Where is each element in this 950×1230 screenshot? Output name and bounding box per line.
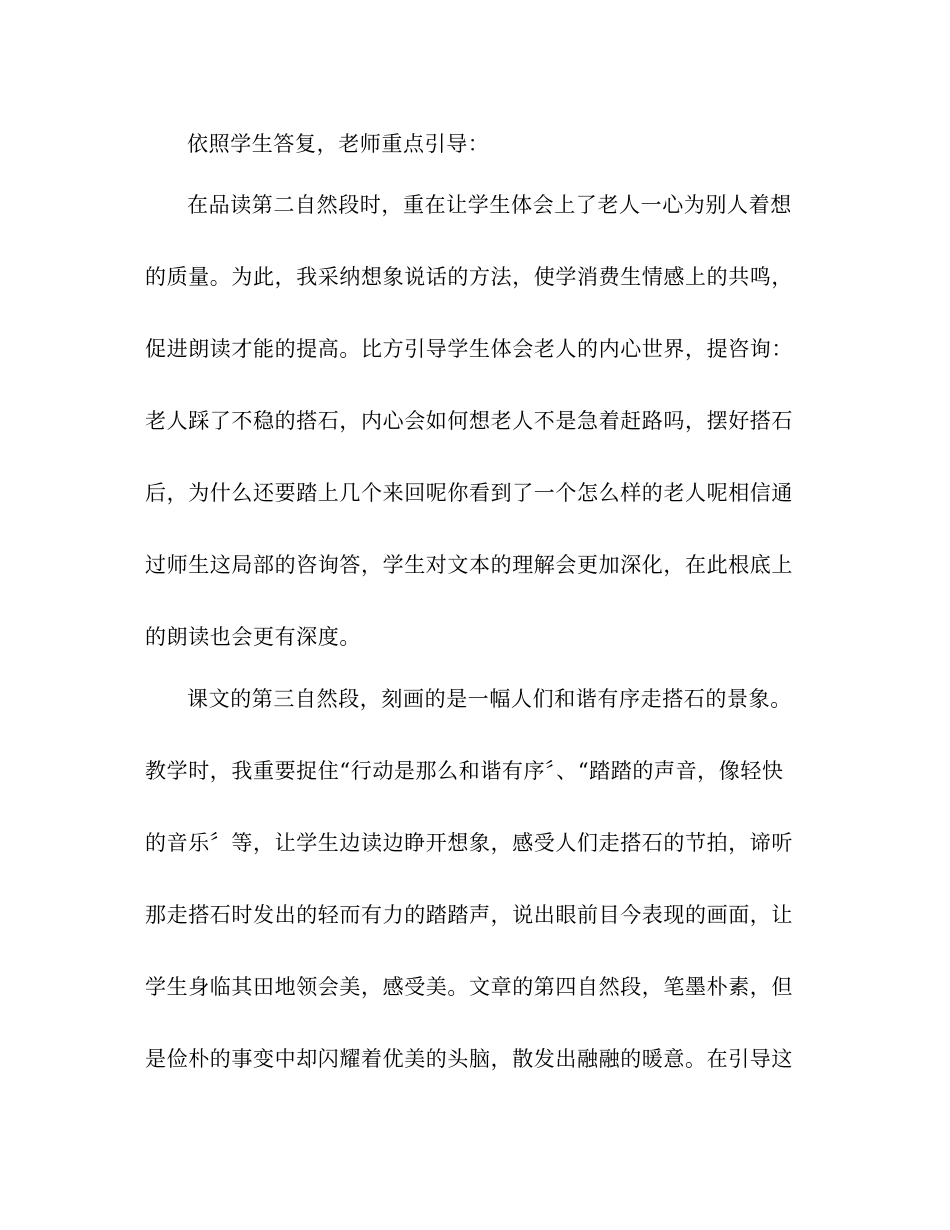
paragraph-line: 促进朗读才能的提高。比方引导学生体会老人的内心世界，提咨询： [145,337,793,361]
paragraph-line: 过师生这局部的咨询答，学生对文本的理解会更加深化，在此根底上 [145,553,793,577]
paragraph-line: 后，为什么还要踏上几个来回呢你看到了一个怎么样的老人呢相信通 [145,481,793,505]
paragraph-line: 那走搭石时发出的轻而有力的踏踏声，说出眼前目今表现的画面，让 [145,903,793,927]
paragraph-line: 教学时，我重要捉住“行动是那么和谐有序〞、“踏踏的声音，像轻快 [145,759,784,783]
paragraph-line: 在品读第二自然段时，重在让学生体会上了老人一心为别人着想 [187,193,792,217]
paragraph-line: 是俭朴的事变中却闪耀着优美的头脑，散发出融融的暖意。在引导这 [145,1047,793,1071]
paragraph-line: 依照学生答复，老师重点引导： [187,132,490,156]
paragraph-line: 的朗读也会更有深度。 [145,625,361,649]
paragraph-line: 的音乐〞等，让学生边读边睁开想象，感受人们走搭石的节拍，谛听 [145,831,793,855]
paragraph-line: 学生身临其田地领会美，感受美。文章的第四自然段，笔墨朴素，但 [145,975,793,999]
paragraph-line: 课文的第三自然段，刻画的是一幅人们和谐有序走搭石的景象。 [187,687,792,711]
paragraph-line: 的质量。为此，我采纳想象说话的方法，使学消费生情感上的共鸣， [145,265,793,289]
paragraph-line: 老人踩了不稳的搭石，内心会如何想老人不是急着赶路吗，摆好搭石 [145,409,793,433]
